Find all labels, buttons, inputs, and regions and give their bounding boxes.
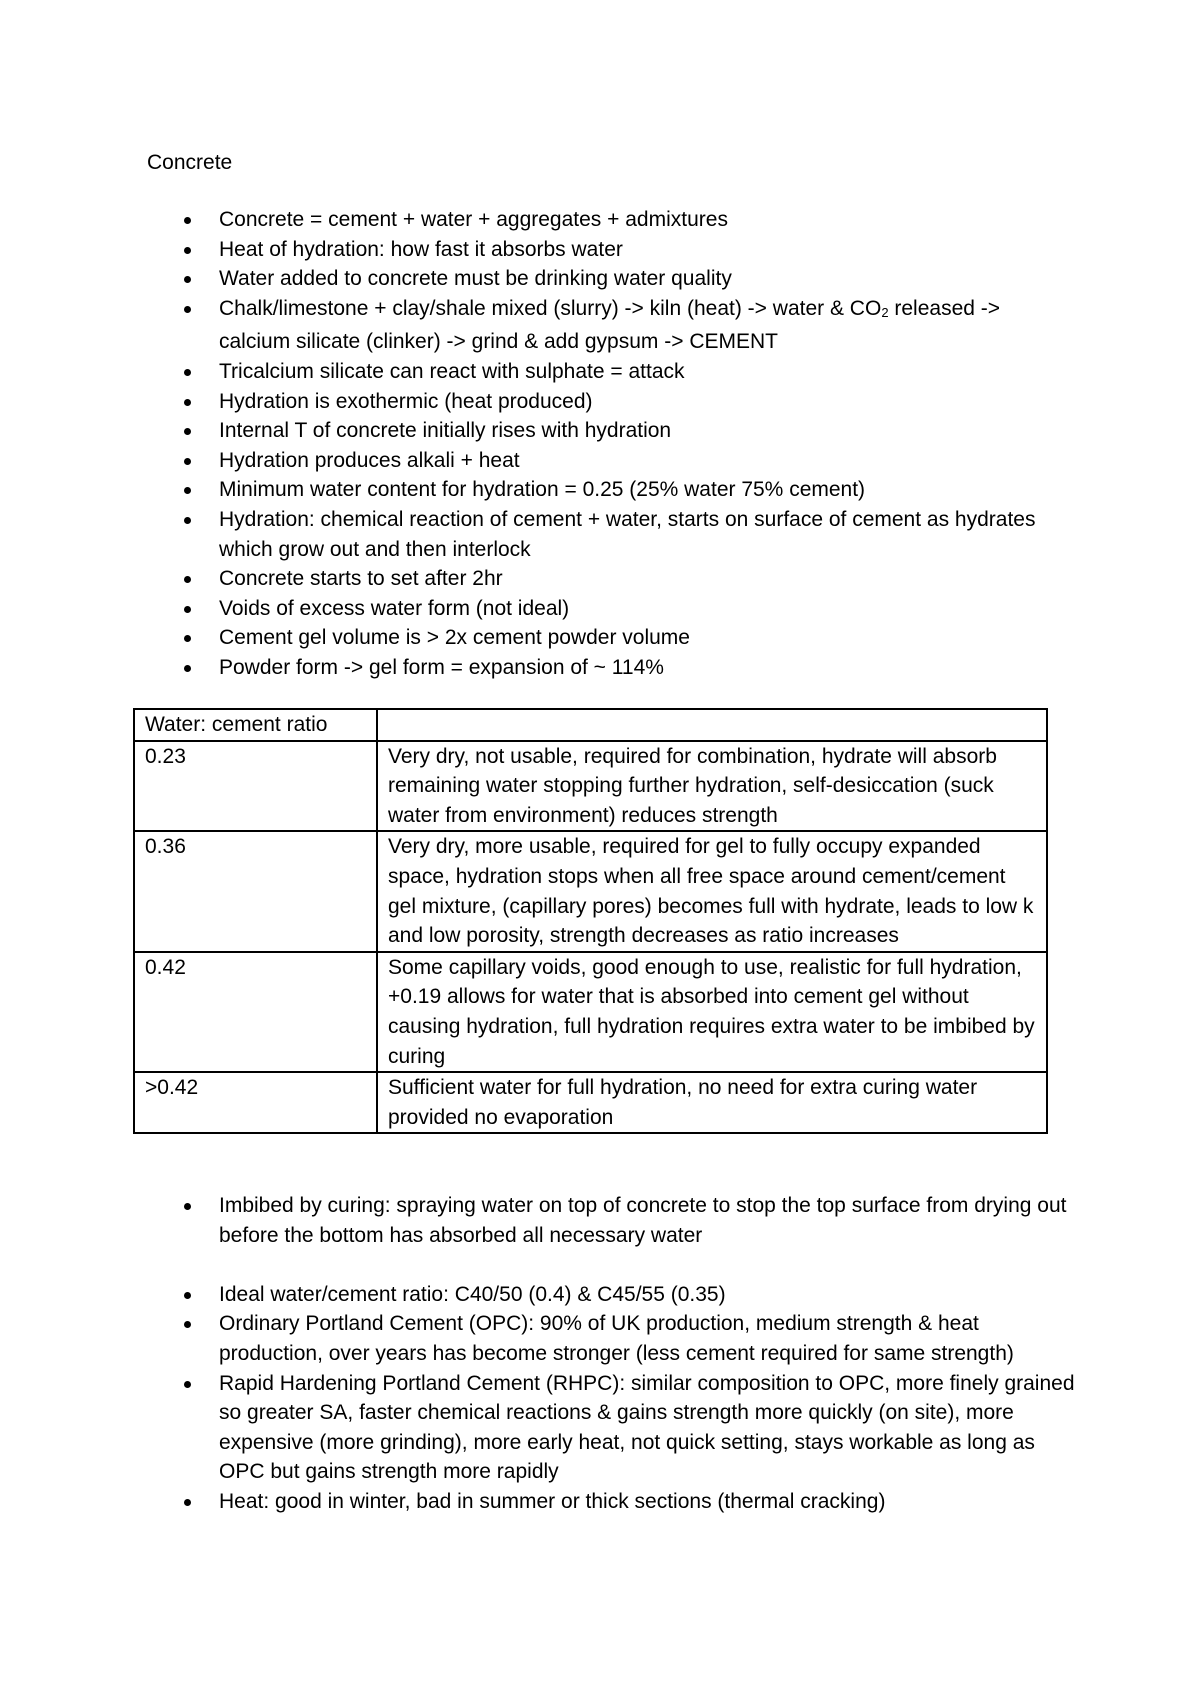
list-item: [147, 1487, 1077, 1517]
list-item-text: Imbibed by curing: spraying water on top of concrete to stop the top surface from drying out before the bottom has absorbed all necessary water: [219, 1194, 1067, 1247]
list-item: [147, 416, 1077, 446]
bullet-icon: [184, 1203, 191, 1210]
bullet-icon: [184, 487, 191, 494]
list-item-text: Water added to concrete must be drinking water quality: [219, 267, 732, 291]
list-item: [147, 1280, 1077, 1310]
list-item: [147, 264, 1077, 294]
list-item: [147, 387, 1077, 417]
description-cell: Some capillary voids, good enough to use, realistic for full hydration, +0.19 allows for water that is absorbed into cement gel without causing hydration, full hydration requires extra water to be imbibed by curing: [377, 952, 1047, 1072]
bullet-icon: [184, 428, 191, 435]
table-header-cell: [377, 709, 1047, 741]
list-item-text: [219, 297, 1000, 354]
list-item: [147, 357, 1077, 387]
list-item-text: Ideal water/cement ratio: C40/50 (0.4) & C45/55 (0.35): [219, 1282, 726, 1306]
list-item: [147, 1309, 1077, 1368]
bullet-icon: [184, 1292, 191, 1299]
bullet-icon: [184, 458, 191, 465]
list-item-text: Hydration is exothermic (heat produced): [219, 389, 593, 413]
bullet-icon: [184, 576, 191, 583]
table-row: [134, 952, 1047, 1072]
list-item-text: Internal T of concrete initially rises with hydration: [219, 419, 672, 443]
bullet-icon: [184, 276, 191, 283]
list-item: [147, 564, 1077, 594]
bullet-list-bottom: [147, 1191, 1077, 1517]
list-item-text-part: Chalk/limestone + clay/shale mixed (slurry) -> kiln (heat) -> water & CO: [219, 296, 882, 320]
ratio-cell: 0.42: [134, 952, 377, 1072]
ratio-cell: 0.23: [134, 741, 377, 832]
list-item-text: Minimum water content for hydration = 0.25 (25% water 75% cement): [219, 478, 866, 502]
list-item-text: Heat of hydration: how fast it absorbs water: [219, 237, 623, 261]
list-item-text: Ordinary Portland Cement (OPC): 90% of UK production, medium strength & heat production, over years has become stronger (less cement required for same strength): [219, 1312, 1014, 1365]
description-cell: Very dry, not usable, required for combination, hydrate will absorb remaining water stopping further hydration, self-desiccation (suck water from environment) reduces strength: [377, 741, 1047, 832]
bullet-icon: [184, 217, 191, 224]
list-item: [147, 623, 1077, 653]
bullet-icon: [184, 606, 191, 613]
table-header-row: [134, 709, 1047, 741]
list-item: [147, 294, 1077, 357]
list-item: [147, 1369, 1077, 1487]
bullet-icon: [184, 517, 191, 524]
list-item: [147, 205, 1077, 235]
bullet-icon: [184, 1321, 191, 1328]
list-item-text: Heat: good in winter, bad in summer or thick sections (thermal cracking): [219, 1489, 886, 1513]
bullet-icon: [184, 247, 191, 254]
table-row: [134, 741, 1047, 832]
description-cell: Sufficient water for full hydration, no need for extra curing water provided no evaporation: [377, 1072, 1047, 1133]
list-item: [147, 446, 1077, 476]
list-item-text: Hydration produces alkali + heat: [219, 448, 520, 472]
description-cell: Very dry, more usable, required for gel to fully occupy expanded space, hydration stops when all free space around cement/cement gel mixture, (capillary pores) becomes full with hydrate, leads to low k and low porosity, strength decreases as ratio increases: [377, 831, 1047, 951]
subscript: 2: [881, 304, 889, 320]
list-item: [147, 653, 1077, 683]
list-item-text: Hydration: chemical reaction of cement + water, starts on surface of cement as hydrates which grow out and then interlock: [219, 507, 1036, 561]
list-item-text: Rapid Hardening Portland Cement (RHPC): similar composition to OPC, more finely grained so greater SA, faster chemical reactions & gains strength more quickly (on site), more expensive (more grinding), more early heat, not quick setting, stays workable as long as OPC but gains strength more rapidly: [219, 1371, 1075, 1484]
list-item: [147, 505, 1077, 564]
ratio-cell: >0.42: [134, 1072, 377, 1133]
bullet-icon: [184, 1381, 191, 1388]
list-item-text: Concrete starts to set after 2hr: [219, 567, 503, 591]
bullet-icon: [184, 399, 191, 406]
list-item: [147, 594, 1077, 624]
list-item-text-part: released -> calcium silicate (clinker) -> grind & add gypsum -> CEMENT: [219, 296, 1001, 354]
water-cement-ratio-table: [133, 708, 1048, 1134]
ratio-cell: 0.36: [134, 831, 377, 951]
table-row: [134, 831, 1047, 951]
list-item-text: Powder form -> gel form = expansion of ~ 114%: [219, 655, 664, 679]
bullet-icon: [184, 1499, 191, 1506]
page-title: Concrete: [147, 151, 233, 174]
list-spacer: [147, 1250, 1077, 1280]
table-row: [134, 1072, 1047, 1133]
list-item: [147, 1191, 1077, 1250]
bullet-icon: [184, 306, 191, 313]
bullet-icon: [184, 665, 191, 672]
list-item-text: Tricalcium silicate can react with sulphate = attack: [219, 359, 685, 383]
bullet-list-top: [147, 205, 1077, 683]
table-header-cell: Water: cement ratio: [134, 709, 377, 741]
list-item: [147, 235, 1077, 265]
list-item-text: Voids of excess water form (not ideal): [219, 596, 570, 620]
bullet-icon: [184, 635, 191, 642]
list-item: [147, 475, 1077, 505]
list-item-text: Concrete = cement + water + aggregates + admixtures: [219, 208, 728, 231]
list-item-text: Cement gel volume is > 2x cement powder volume: [219, 626, 690, 650]
bullet-icon: [184, 369, 191, 376]
